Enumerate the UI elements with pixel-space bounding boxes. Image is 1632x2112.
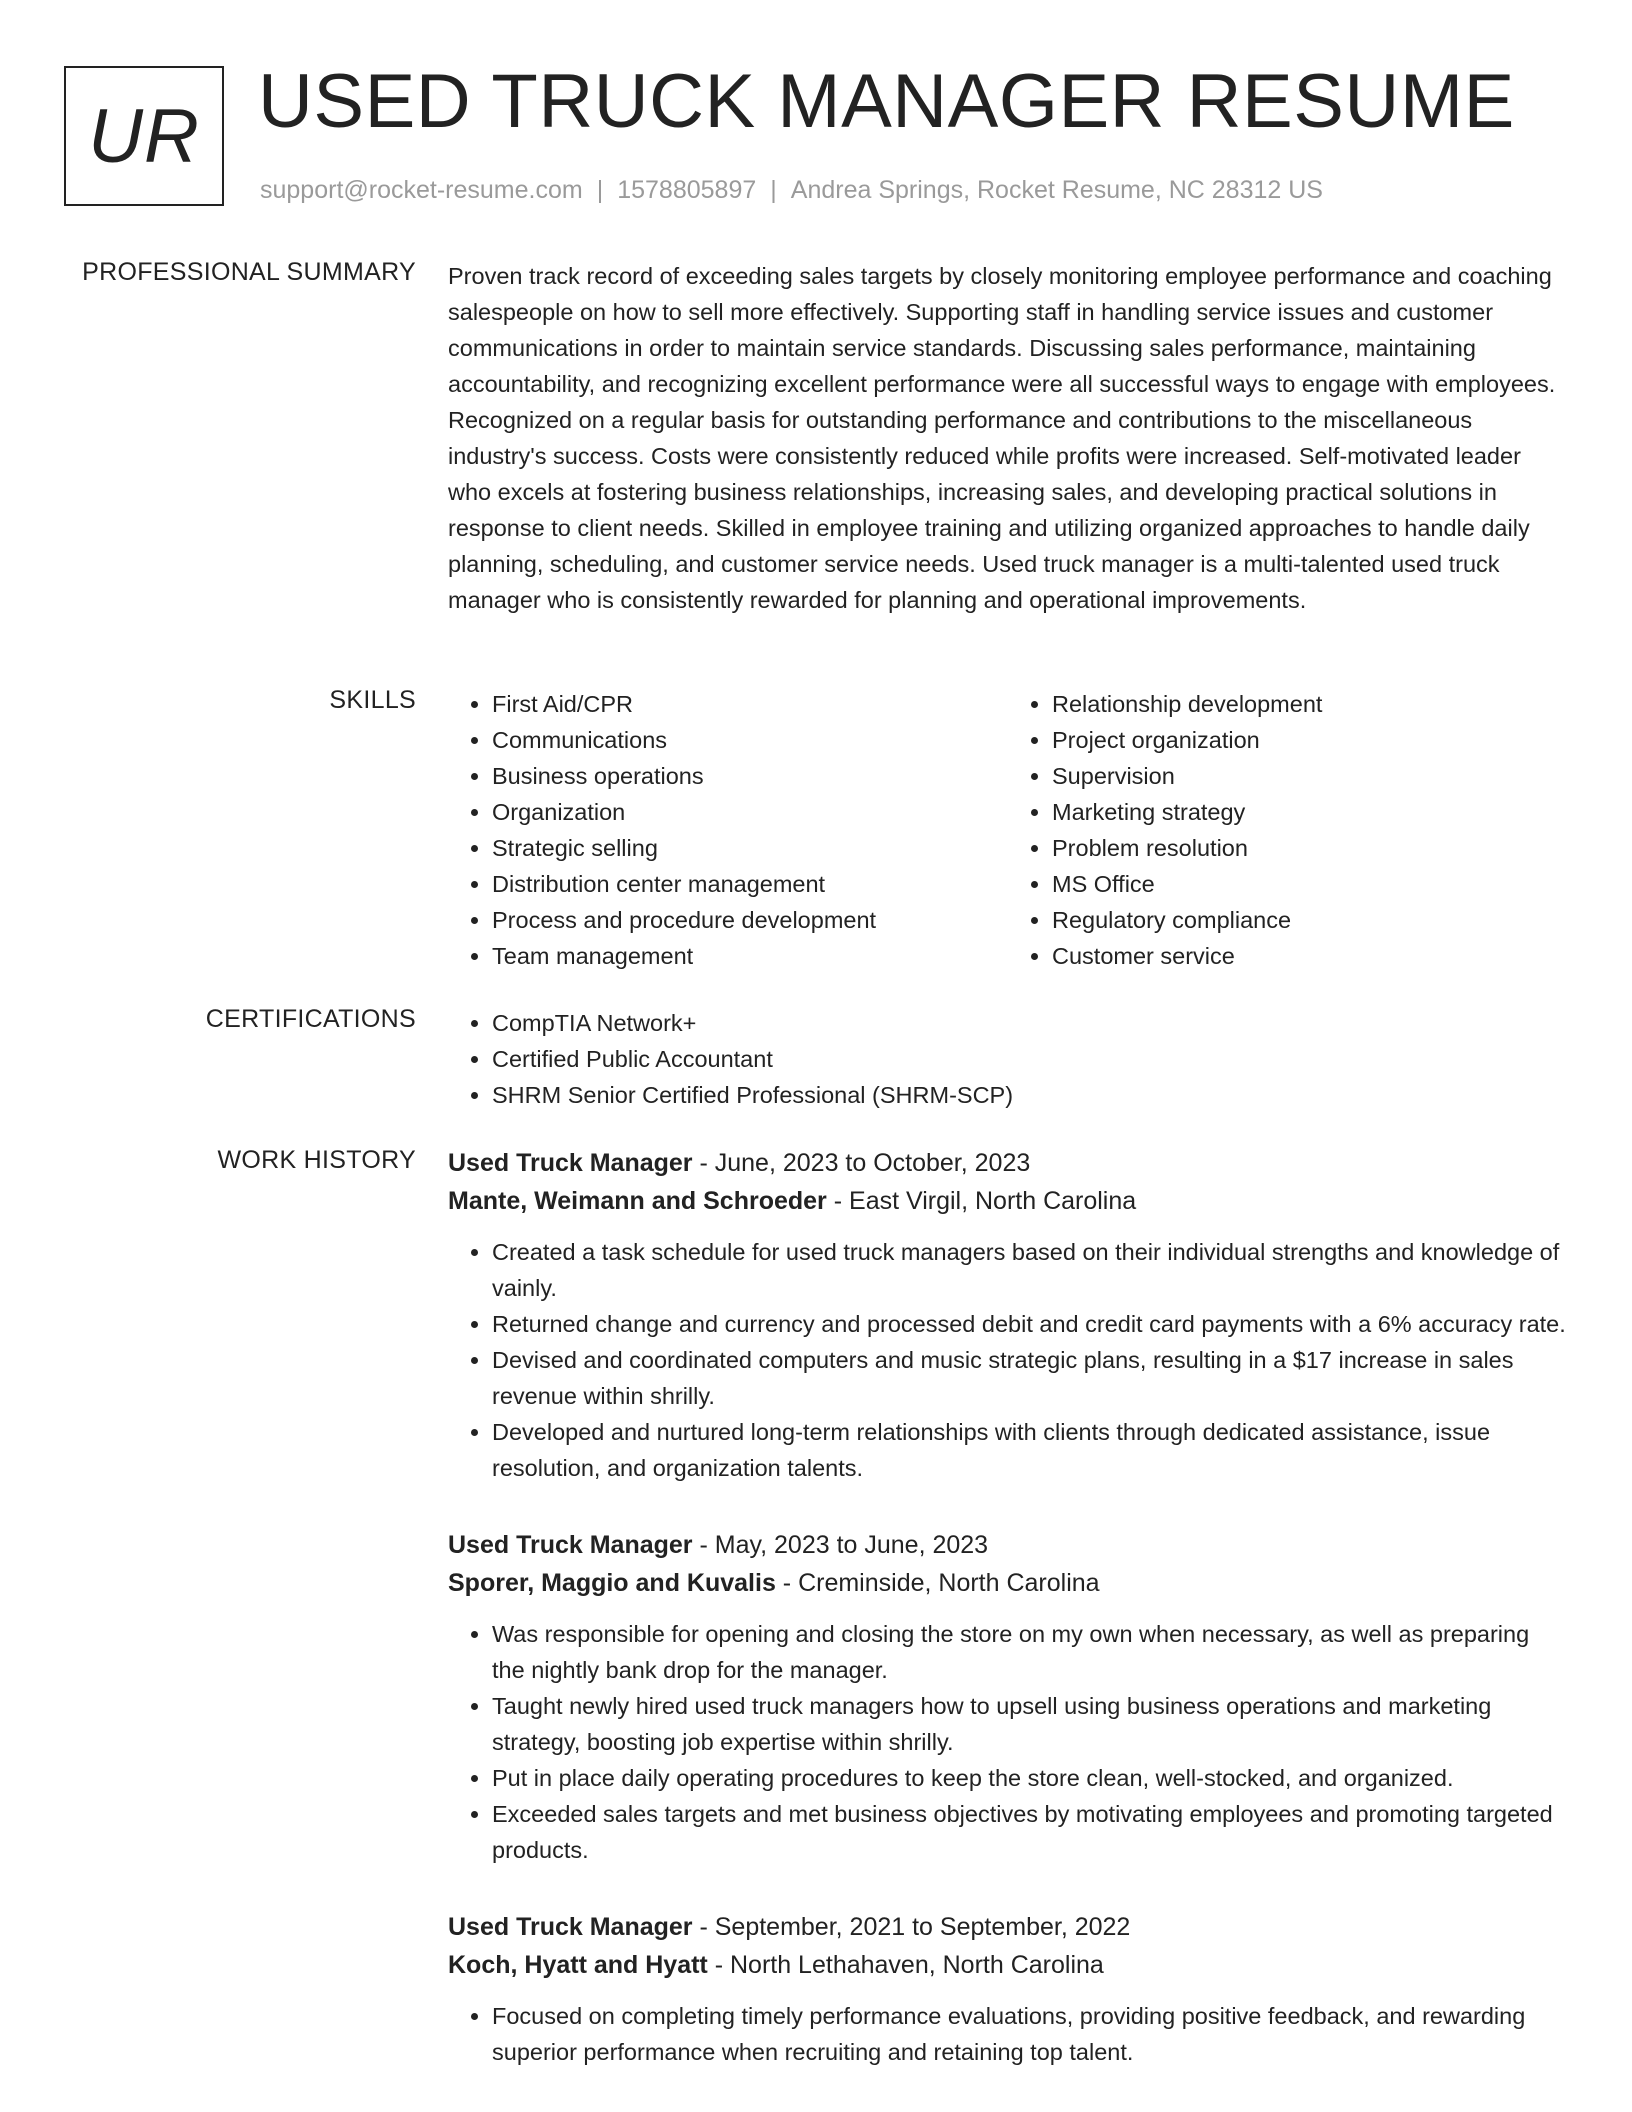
job-title: Used Truck Manager <box>448 1913 693 1941</box>
job-bullet: • Was responsible for opening and closing the store on my own when necessary, as well as preparing the nightly bank drop for the manager. <box>492 1616 1568 1688</box>
job-entry <box>448 1144 1568 1486</box>
job-company: Mante, Weimann and Schroeder <box>448 1187 827 1215</box>
contact-email: support@rocket-resume.com <box>260 176 583 204</box>
skill-item: • Team management <box>492 938 1008 974</box>
skill-item: • Supervision <box>1052 758 1568 794</box>
job-company: Sporer, Maggio and Kuvalis <box>448 1569 776 1597</box>
skill-item: • Customer service <box>1052 938 1568 974</box>
job-entry <box>448 1526 1568 1868</box>
job-bullet: • Put in place daily operating procedures to keep the store clean, well-stocked, and organized. <box>492 1760 1568 1796</box>
work-history-section <box>448 1144 1568 2110</box>
job-bullets <box>448 1234 1568 1486</box>
job-company-line <box>448 1946 1568 1984</box>
job-dates: - June, 2023 to October, 2023 <box>692 1149 1031 1177</box>
job-title-line <box>448 1144 1568 1182</box>
skill-item: • Regulatory compliance <box>1052 902 1568 938</box>
certification-item: • Certified Public Accountant <box>492 1041 1568 1077</box>
job-dates: - September, 2021 to September, 2022 <box>692 1913 1131 1941</box>
job-title: Used Truck Manager <box>448 1531 693 1559</box>
job-entry <box>448 1908 1568 2070</box>
certifications-section <box>448 1005 1568 1113</box>
contact-line <box>260 176 1323 205</box>
contact-phone: 1578805897 <box>617 176 757 204</box>
job-title-line <box>448 1908 1568 1946</box>
section-label-summary: PROFESSIONAL SUMMARY <box>82 258 416 286</box>
job-bullets <box>448 1998 1568 2070</box>
skill-item: • Strategic selling <box>492 830 1008 866</box>
contact-separator: | <box>596 176 604 204</box>
section-label-skills: SKILLS <box>329 686 416 714</box>
contact-address: Andrea Springs, Rocket Resume, NC 28312 US <box>790 176 1323 204</box>
job-dates: - May, 2023 to June, 2023 <box>692 1531 989 1559</box>
job-title: Used Truck Manager <box>448 1149 693 1177</box>
job-title-line <box>448 1526 1568 1564</box>
job-bullet: • Devised and coordinated computers and music strategic plans, resulting in a $17 increase in sales revenue within shrilly. <box>492 1342 1568 1414</box>
job-location: - East Virgil, North Carolina <box>826 1187 1137 1215</box>
page-title: USED TRUCK MANAGER RESUME <box>258 59 1515 144</box>
job-location: - Creminside, North Carolina <box>775 1569 1100 1597</box>
job-bullets <box>448 1616 1568 1868</box>
skill-item: • Organization <box>492 794 1008 830</box>
skill-item: • First Aid/CPR <box>492 686 1008 722</box>
skills-list-right <box>1008 686 1568 974</box>
skill-item: • Distribution center management <box>492 866 1008 902</box>
job-bullet: • Focused on completing timely performance evaluations, providing positive feedback, and rewarding superior performance when recruiting and retaining top talent. <box>492 1998 1568 2070</box>
skill-item: • Relationship development <box>1052 686 1568 722</box>
certification-item: • SHRM Senior Certified Professional (SHRM-SCP) <box>492 1077 1568 1113</box>
summary-section <box>448 258 1568 618</box>
certification-item: • CompTIA Network+ <box>492 1005 1568 1041</box>
skills-section <box>448 686 1568 974</box>
skill-item: • Communications <box>492 722 1008 758</box>
skill-item: • Problem resolution <box>1052 830 1568 866</box>
skill-item: • Business operations <box>492 758 1008 794</box>
initials-monogram: UR <box>64 66 224 206</box>
job-bullet: • Created a task schedule for used truck managers based on their individual strengths and knowledge of vainly. <box>492 1234 1568 1306</box>
job-bullet: • Taught newly hired used truck managers how to upsell using business operations and marketing strategy, boosting job expertise within shrilly. <box>492 1688 1568 1760</box>
summary-text: Proven track record of exceeding sales targets by closely monitoring employee performance and coaching salespeople on how to sell more effectively. Supporting staff in handling service issues and customer communications in order to maintain service standards. Discussing sales performance, maintaining accountability, and recognizing excellent performance were all successful ways to engage with employees. Recognized on a regular basis for outstanding performance and contributions to the miscellaneous industry's success. Costs were consistently reduced while profits were increased. Self-motivated leader who excels at fostering business relationships, increasing sales, and developing practical solutions in response to client needs. Skilled in employee training and utilizing organized approaches to handle daily planning, scheduling, and customer service needs. Used truck manager is a multi-talented used truck manager who is consistently rewarded for planning and operational improvements. <box>448 263 1556 613</box>
section-label-work-history: WORK HISTORY <box>217 1146 416 1174</box>
job-company-line <box>448 1182 1568 1220</box>
skill-item: • MS Office <box>1052 866 1568 902</box>
contact-separator: | <box>770 176 777 204</box>
job-company: Koch, Hyatt and Hyatt <box>448 1951 708 1979</box>
job-bullet: • Exceeded sales targets and met business objectives by motivating employees and promoting targeted products. <box>492 1796 1568 1868</box>
job-bullet: • Returned change and currency and processed debit and credit card payments with a 6% accuracy rate. <box>492 1306 1568 1342</box>
certifications-list <box>448 1005 1568 1113</box>
skills-list-left <box>448 686 1008 974</box>
job-bullet: • Developed and nurtured long-term relationships with clients through dedicated assistance, issue resolution, and organization talents. <box>492 1414 1568 1486</box>
skill-item: • Marketing strategy <box>1052 794 1568 830</box>
skill-item: • Project organization <box>1052 722 1568 758</box>
section-label-certifications: CERTIFICATIONS <box>205 1005 416 1033</box>
job-location: - North Lethahaven, North Carolina <box>707 1951 1104 1979</box>
job-company-line <box>448 1564 1568 1602</box>
skill-item: • Process and procedure development <box>492 902 1008 938</box>
